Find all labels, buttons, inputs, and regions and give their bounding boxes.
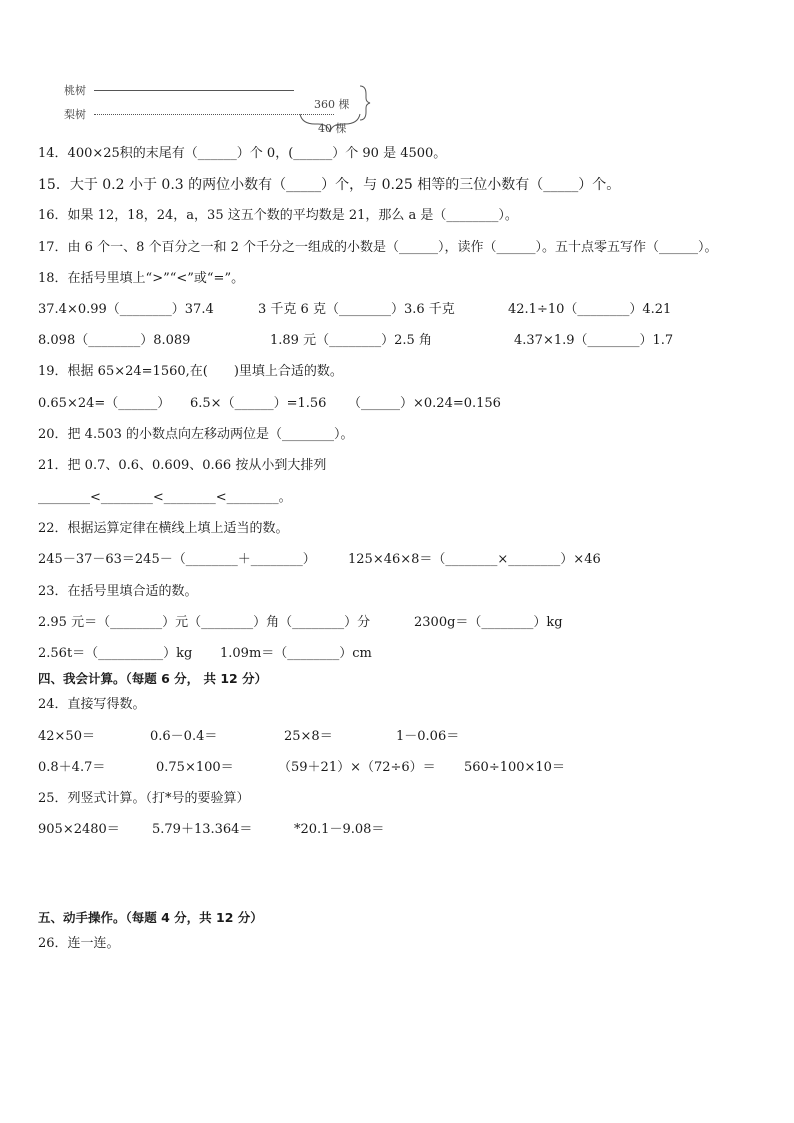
q24-item: 0.8＋4.7＝: [38, 760, 106, 775]
pear-tree-label: 梨树: [64, 108, 86, 121]
q18-item: 37.4×0.99（________）37.4: [38, 302, 214, 317]
q22-item: 245－37－63＝245－（________＋________）: [38, 552, 316, 567]
q24-item: 25×8＝: [284, 729, 333, 744]
q19-item: 0.65×24=（______）: [38, 396, 171, 411]
question-22: 22．根据运算定律在横线上填上适当的数。: [38, 521, 289, 536]
q23-item: 2.95 元＝（________）元（________）角（________）分: [38, 615, 371, 630]
question-19: 19．根据 65×24=1560,在( )里填上合适的数。: [38, 364, 343, 379]
difference-label: 40 棵: [318, 122, 347, 135]
q18-item: 42.1÷10（________）4.21: [508, 302, 672, 317]
tree-diagram: [60, 80, 380, 136]
total-brace: [360, 86, 370, 120]
question-20: 20．把 4.503 的小数点向左移动两位是（________）。: [38, 427, 354, 442]
q25-item: 905×2480＝: [38, 822, 120, 837]
q24-item: 0.6－0.4＝: [150, 729, 218, 744]
question-17: 17．由 6 个一、8 个百分之一和 2 个千分之一组成的小数是（______），读作（______）。五十点零五写作（______）。: [38, 240, 718, 255]
question-14: 14．400×25积的末尾有（______）个 0，(______）个 90 是 4500。: [38, 146, 447, 161]
q21-answer-blanks: ________<________<________<________。: [38, 490, 292, 505]
q24-item: （59＋21）×（72÷6）＝: [278, 760, 436, 775]
q23-item: 2300g＝（________）kg: [414, 615, 563, 630]
question-15: 15．大于 0.2 小于 0.3 的两位小数有（_____）个，与 0.25 相等的三位小数有（_____）个。: [38, 177, 621, 193]
total-label: 360 棵: [314, 98, 350, 111]
q24-item: 560÷100×10＝: [464, 760, 565, 775]
question-18: 18．在括号里填上“>”“<”或“=”。: [38, 271, 245, 286]
question-25: 25．列竖式计算。（打*号的要验算）: [38, 791, 250, 806]
q24-item: 42×50＝: [38, 729, 95, 744]
section-five-heading: 五、动手操作。（每题 4 分，共 12 分）: [38, 910, 263, 925]
question-26: 26．连一连。: [38, 936, 120, 951]
question-16: 16．如果 12，18，24，a，35 这五个数的平均数是 21，那么 a 是（________）。: [38, 208, 518, 223]
peach-tree-label: 桃树: [64, 84, 86, 97]
q24-item: 0.75×100＝: [156, 760, 234, 775]
question-24: 24．直接写得数。: [38, 697, 146, 712]
question-21: 21．把 0.7、0.6、0.609、0.66 按从小到大排列: [38, 458, 327, 473]
q25-item: 5.79＋13.364＝: [152, 822, 253, 837]
q18-item: 8.098（________）8.089: [38, 333, 191, 348]
q24-item: 1－0.06＝: [396, 729, 460, 744]
q18-item: 1.89 元（________）2.5 角: [270, 333, 432, 348]
q23-item: 1.09m＝（________）cm: [220, 646, 372, 661]
question-23: 23．在括号里填合适的数。: [38, 584, 198, 599]
q22-item: 125×46×8＝（________×________）×46: [348, 552, 601, 567]
q19-item: 6.5×（______）=1.56: [190, 396, 327, 411]
section-four-heading: 四、我会计算。（每题 6 分， 共 12 分）: [38, 671, 268, 686]
q25-item: *20.1－9.08＝: [294, 822, 385, 837]
q19-item: （______）×0.24=0.156: [348, 396, 501, 411]
q18-item: 4.37×1.9（________）1.7: [514, 333, 674, 348]
q23-item: 2.56t＝（__________）kg: [38, 646, 193, 661]
q18-item: 3 千克 6 克（________）3.6 千克: [258, 302, 455, 317]
